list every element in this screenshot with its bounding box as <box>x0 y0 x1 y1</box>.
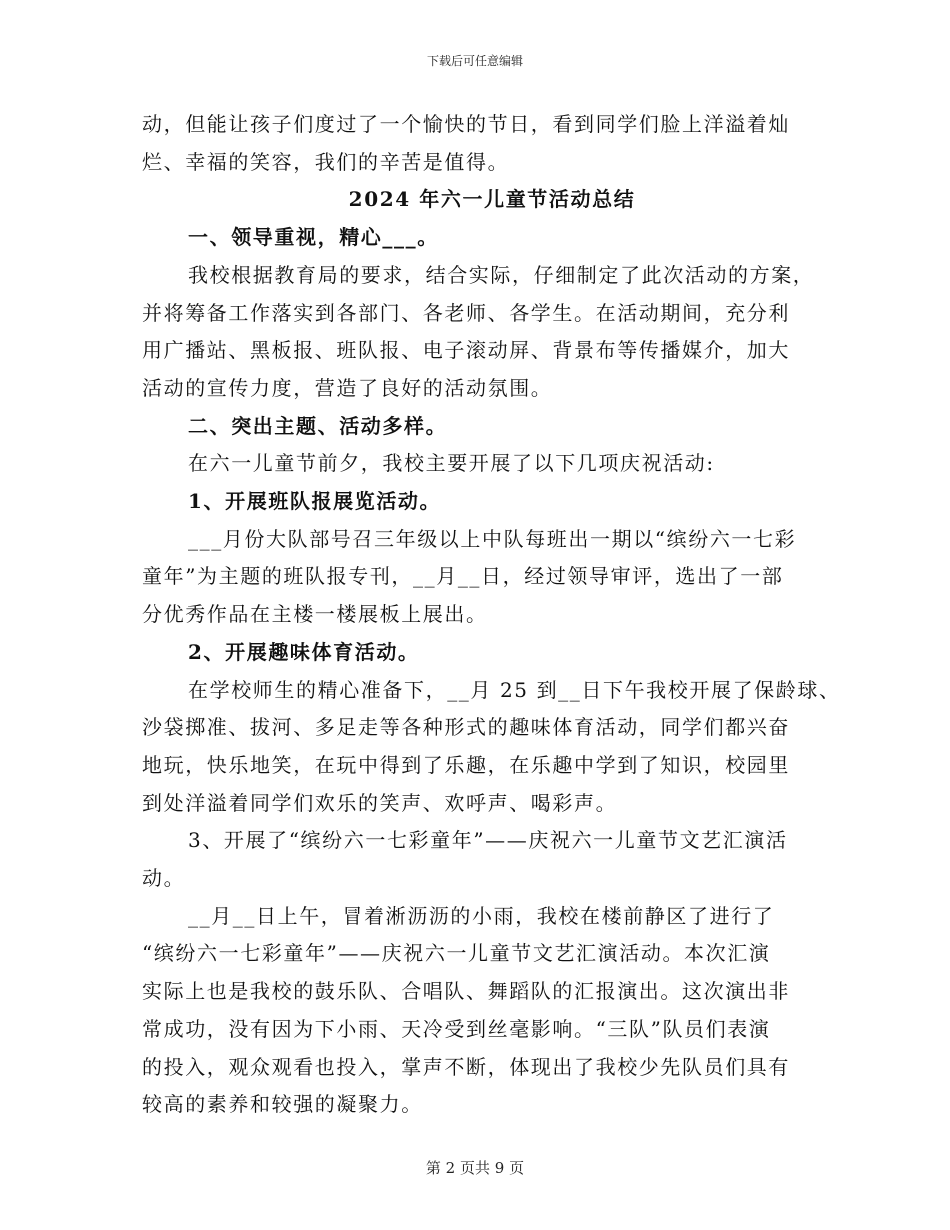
section-heading-1: 一、领导重视，精心___。 <box>188 225 439 250</box>
body-line: 的投入，观众观看也投入，掌声不断，体现出了我校少先队员们具有 <box>142 1054 790 1079</box>
body-line: 到处洋溢着同学们欢乐的笑声、欢呼声、喝彩声。 <box>142 790 618 815</box>
body-line: 童年”为主题的班队报专刊，__月__日，经过领导审评，选出了一部 <box>142 564 784 589</box>
document-title: 2024 年六一儿童节活动总结 <box>348 187 636 212</box>
body-line: 用广播站、黑板报、班队报、电子滚动屏、背景布等传播媒介，加大 <box>142 338 790 363</box>
body-line: 地玩，快乐地笑，在玩中得到了乐趣，在乐趣中学到了知识，校园里 <box>142 752 790 777</box>
body-line: 实际上也是我校的鼓乐队、合唱队、舞蹈队的汇报演出。这次演出非 <box>142 979 790 1004</box>
body-line: 分优秀作品在主楼一楼展板上展出。 <box>142 602 488 627</box>
body-line: 在学校师生的精心准备下，__月 25 到__日下午我校开展了保龄球、 <box>188 677 841 702</box>
body-line: 在六一儿童节前夕，我校主要开展了以下几项庆祝活动: <box>188 451 715 476</box>
body-line: ___月份大队部号召三年级以上中队每班出一期以“缤纷六一七彩 <box>188 526 797 551</box>
body-line: 较高的素养和较强的凝聚力。 <box>142 1092 423 1117</box>
subsection-heading-3: 3、开展了“缤纷六一七彩童年”——庆祝六一儿童节文艺汇演活 <box>188 828 788 853</box>
body-line: 动，但能让孩子们度过了一个愉快的节日，看到同学们脸上洋溢着灿 <box>142 112 790 136</box>
subsection-heading-2: 2、开展趣味体育活动。 <box>188 639 420 664</box>
body-line: 常成功，没有因为下小雨、天冷受到丝毫影响。“三队”队员们表演 <box>142 1016 771 1041</box>
body-line: 活动的宣传力度，营造了良好的活动氛围。 <box>142 375 553 400</box>
body-line: 沙袋掷准、拔河、多足走等各种形式的趣味体育活动，同学们都兴奋 <box>142 715 790 740</box>
section-heading-2: 二、突出主题、活动多样。 <box>188 413 448 438</box>
body-line: 动。 <box>142 866 186 891</box>
page-number-footer: 第 2 页共 9 页 <box>425 1159 525 1177</box>
body-line: “缤纷六一七彩童年”——庆祝六一儿童节文艺汇演活动。本次汇演 <box>142 941 771 966</box>
document-body <box>142 106 841 1124</box>
body-line: __月__日上午，冒着淅沥沥的小雨，我校在楼前静区了进行了 <box>188 903 775 928</box>
body-line: 并将筹备工作落实到各部门、各老师、各学生。在活动期间，充分利 <box>142 300 790 325</box>
subsection-heading-1: 1、开展班队报展览活动。 <box>188 489 442 514</box>
page-header: 下载后可任意编辑 <box>426 54 523 68</box>
body-line: 我校根据教育局的要求，结合实际，仔细制定了此次活动的方案， <box>188 262 815 287</box>
body-line: 烂、幸福的笑容，我们的辛苦是值得。 <box>142 149 510 174</box>
